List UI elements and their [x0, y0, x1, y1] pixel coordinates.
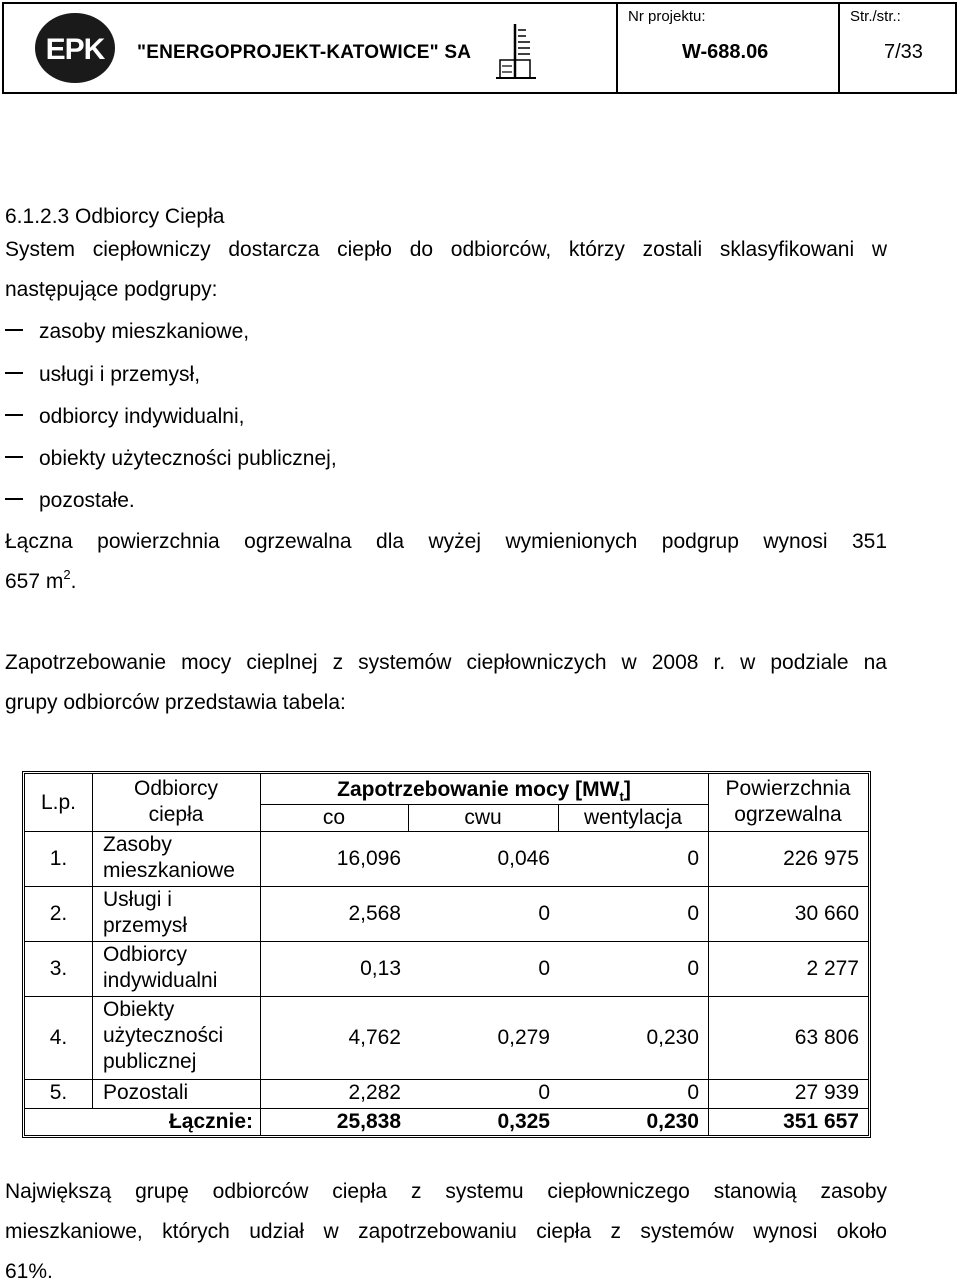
col-header-vent: wentylacja	[583, 806, 683, 829]
table-row-cwu: 0	[538, 902, 550, 925]
table-row-cwu: 0,279	[497, 1026, 550, 1049]
table-row-lp: 5.	[49, 1081, 68, 1104]
table-row-cwu: 0	[538, 1081, 550, 1104]
section-heading: 6.1.2.3 Odbiorcy Ciepła	[5, 205, 225, 228]
table-row-area: 2 277	[806, 957, 859, 980]
document-header	[2, 2, 957, 94]
dash-icon	[5, 456, 23, 458]
bullet-item: usługi i przemysł,	[5, 361, 200, 389]
table-row-co: 0,13	[360, 957, 401, 980]
total-vent: 0,230	[646, 1110, 699, 1133]
total-area: 351 657	[783, 1110, 859, 1133]
building-emblem-icon	[496, 22, 536, 80]
table-row-co: 2,282	[348, 1081, 401, 1104]
project-label: Nr projektu:	[628, 8, 706, 25]
dash-icon	[5, 414, 23, 416]
table-row-area: 27 939	[794, 1081, 859, 1104]
table-row-cwu: 0	[538, 957, 550, 980]
conclusion-line-1: Największą grupę odbiorców ciepła z systemu ciepłowniczego stanowią zasoby	[5, 1180, 887, 1203]
bullet-item: odbiorcy indywidualni,	[5, 403, 244, 431]
col-header-group: Odbiorcy ciepła	[133, 777, 219, 826]
total-label: Łącznie:	[168, 1110, 253, 1133]
table-row-name: Zasoby mieszkaniowe	[103, 833, 235, 882]
col-header-lp: L.p.	[40, 791, 77, 814]
table-row-lp: 3.	[49, 957, 68, 980]
bullet-item: pozostałe.	[5, 487, 135, 515]
table-row-cwu: 0,046	[497, 847, 550, 870]
dash-icon	[5, 498, 23, 500]
col-header-area: Powierzchnia ogrzewalna	[725, 777, 851, 826]
demand-line-2: grupy odbiorców przedstawia tabela:	[5, 691, 346, 714]
table-row-co: 2,568	[348, 902, 401, 925]
total-cwu: 0,325	[497, 1110, 550, 1133]
area-line-2: 657 $m^2$.	[5, 567, 77, 593]
bullet-item: obiekty użyteczności publicznej,	[5, 445, 337, 473]
bullet-item: zasoby mieszkaniowe,	[5, 318, 249, 346]
intro-line-2: następujące podgrupy:	[5, 278, 218, 301]
conclusion-line-2: mieszkaniowe, których udział w zapotrzebowaniu ciepła z systemów wynosi około	[5, 1220, 887, 1243]
conclusion-line-3: 61%.	[5, 1260, 53, 1283]
table-row-lp: 4.	[49, 1026, 68, 1049]
table-row-vent: 0,230	[646, 1026, 699, 1049]
page-number: 7/33	[884, 41, 923, 63]
table-row-name: Usługi i przemysł	[103, 888, 188, 937]
dash-icon	[5, 329, 23, 331]
total-co: 25,838	[336, 1110, 401, 1133]
table-row-vent: 0	[687, 957, 699, 980]
demand-line-1: Zapotrzebowanie mocy cieplnej z systemów ciepłowniczych w 2008 r. w podziale na	[5, 651, 887, 674]
project-number: W-688.06	[682, 41, 769, 63]
table-row-name: Odbiorcy indywidualni	[103, 943, 218, 992]
table-row-co: 16,096	[336, 847, 401, 870]
table-row-area: 63 806	[794, 1026, 859, 1049]
table-row-lp: 2.	[49, 902, 68, 925]
company-logo	[34, 12, 116, 84]
company-cell	[4, 4, 618, 92]
area-line-1: Łączna powierzchnia ogrzewalna dla wyżej wymienionych podgrup wynosi 351	[5, 530, 887, 553]
col-header-demand: Zapotrzebowanie mocy $[MW_t]$	[337, 778, 631, 805]
intro-line-1: System ciepłowniczy dostarcza ciepło do odbiorców, którzy zostali sklasyfikowani w	[5, 238, 887, 261]
table-row-vent: 0	[687, 1081, 699, 1104]
col-header-co: co	[322, 806, 346, 829]
table-row-co: 4,762	[348, 1026, 401, 1049]
table-row-vent: 0	[687, 902, 699, 925]
table-row-lp: 1.	[49, 847, 68, 870]
company-name: "ENERGOPROJEKT-KATOWICE" SA	[137, 42, 472, 63]
demand-table	[22, 771, 871, 1138]
table-row-name: Obiekty użyteczności publicznej	[103, 998, 224, 1073]
table-row-area: 226 975	[783, 847, 859, 870]
table-row-vent: 0	[687, 847, 699, 870]
table-row-name: Pozostali	[103, 1081, 189, 1104]
page-label: Str./str.:	[850, 8, 901, 25]
project-cell	[616, 4, 840, 92]
dash-icon	[5, 372, 23, 374]
table-row-area: 30 660	[794, 902, 859, 925]
page-cell	[838, 4, 955, 92]
logo-text: EPK	[45, 33, 105, 66]
col-header-cwu: cwu	[464, 806, 502, 829]
